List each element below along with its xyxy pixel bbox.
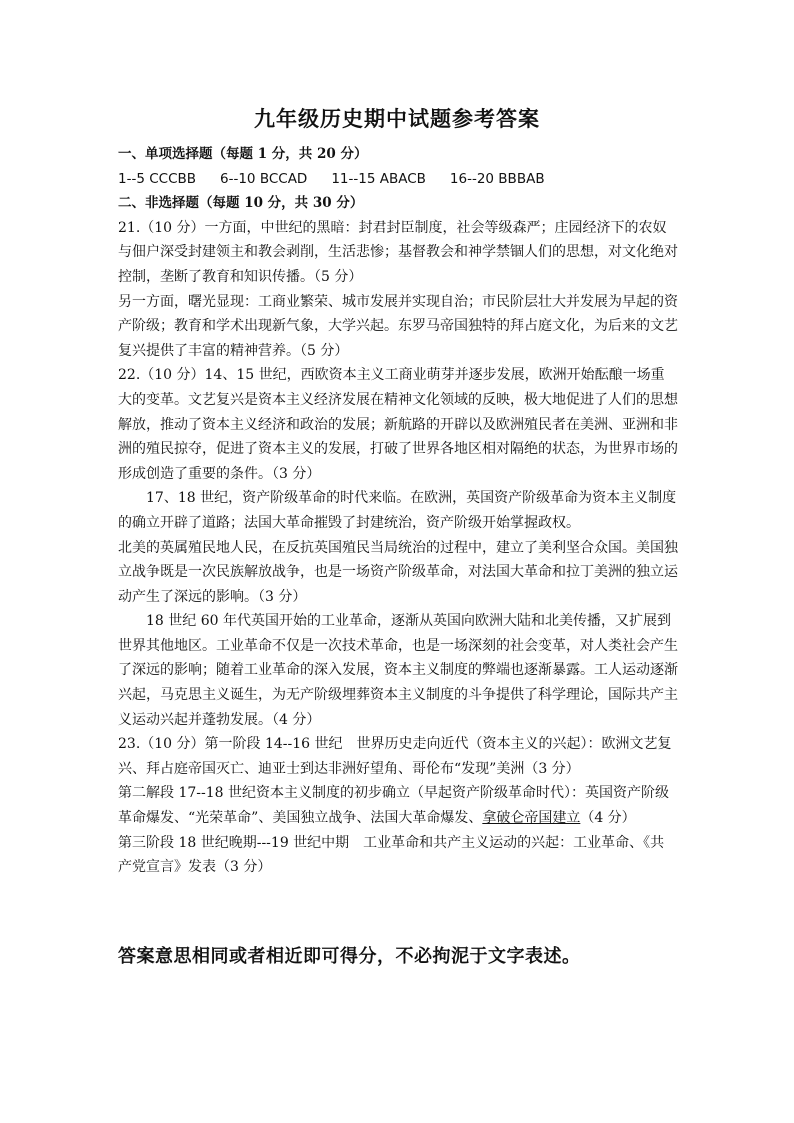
grading-note: 答案意思相同或者相近即可得分，不必拘泥于文字表述。 bbox=[118, 946, 581, 967]
q23-p2-underlined: 拿破仑帝国建立 bbox=[482, 810, 581, 827]
q23-p2-score: （4 分） bbox=[580, 810, 636, 827]
q22-paragraph-4: 18 世纪 60 年代英国开始的工业革命，逐渐从英国向欧洲大陆和北美传播，又扩展到世界其他地区。工业革命不仅是一次技术革命，也是一场深刻的社会变革，对人类社会产生了深远的影响；随着工业革命的深入发展，资本主义制度的弊端也逐渐暴露。工人运动逐渐兴起，马克思主义诞生，为无产阶级埋葬资本主义制度的斗争提供了科学理论，国际共产主义运动兴起并蓬勃发展。（4 分） bbox=[118, 613, 678, 728]
answer-group-4: 16--20 BBBAB bbox=[449, 170, 545, 187]
choice-answers bbox=[118, 167, 678, 192]
answer-group-1: 1--5 CCCBB bbox=[118, 170, 197, 187]
answer-group-3: 11--15 ABACB bbox=[331, 170, 426, 187]
content bbox=[118, 142, 678, 880]
section1-heading: 一、单项选择题（每题 1 分，共 20 分） bbox=[118, 146, 368, 162]
page-title: 九年级历史期中试题参考答案 bbox=[254, 106, 540, 131]
q23-paragraph-3: 第三阶段 18 世纪晚期---19 世纪中期 工业革命和共产主义运动的兴起：工业革命、《共产党宣言》发表（3 分） bbox=[118, 834, 665, 876]
q21-paragraph-2: 另一方面，曙光显现：工商业繁荣、城市发展并实现自治；市民阶层壮大并发展为早起的资产阶级；教育和学术出现新气象，大学兴起。东罗马帝国独特的拜占庭文化，为后来的文艺复兴提供了丰富的精神营养。（5 分） bbox=[118, 293, 678, 359]
q21-paragraph-1: 21.（10 分）一方面，中世纪的黑暗：封君封臣制度，社会等级森严；庄园经济下的农奴与佃户深受封建领主和教会剥削，生活悲惨；基督教会和神学禁锢人们的思想，对文化绝对控制，垄断了教育和知识传播。（5 分） bbox=[118, 219, 678, 285]
q22-paragraph-3: 北美的英属殖民地人民，在反抗英国殖民当局统治的过程中，建立了美利坚合众国。美国独立战争既是一次民族解放战争，也是一场资产阶级革命，对法国大革命和拉丁美洲的独立运动产生了深远的影响。（3 分） bbox=[118, 539, 678, 605]
q22-paragraph-1: 22.（10 分）14、15 世纪，西欧资本主义工商业萌芽并逐步发展，欧洲开始酝酿一场重大的变革。文艺复兴是资本主义经济发展在精神文化领域的反映，极大地促进了人们的思想解放，推动了资本主义经济和政治的发展；新航路的开辟以及欧洲殖民者在美洲、亚洲和非洲的殖民掠夺，促进了资本主义的发展，打破了世界各地区相对隔绝的状态，为世界市场的形成创造了重要的条件。（3 分） bbox=[118, 367, 678, 482]
q23-paragraph-1: 23.（10 分）第一阶段 14--16 世纪 世界历史走向近代（资本主义的兴起）：欧洲文艺复兴、拜占庭帝国灭亡、迪亚士到达非洲好望角、哥伦布“发现”美洲（3 分） bbox=[118, 736, 672, 777]
q22-paragraph-2: 17、18 世纪，资产阶级革命的时代来临。在欧洲，英国资产阶级革命为资本主义制度的确立开辟了道路；法国大革命摧毁了封建统治，资产阶级开始掌握政权。 bbox=[118, 490, 677, 531]
q23-paragraph-2 bbox=[118, 781, 678, 830]
section2-heading: 二、非选择题（每题 10 分，共 30 分） bbox=[118, 195, 364, 212]
q23-p2-text: 第二解段 17--18 世纪资本主义制度的初步确立（早起资产阶级革命时代）：英国资产阶级革命爆发、“光荣革命”、美国独立战争、法国大革命爆发、 bbox=[118, 785, 669, 827]
answer-group-2: 6--10 BCCAD bbox=[220, 170, 308, 187]
